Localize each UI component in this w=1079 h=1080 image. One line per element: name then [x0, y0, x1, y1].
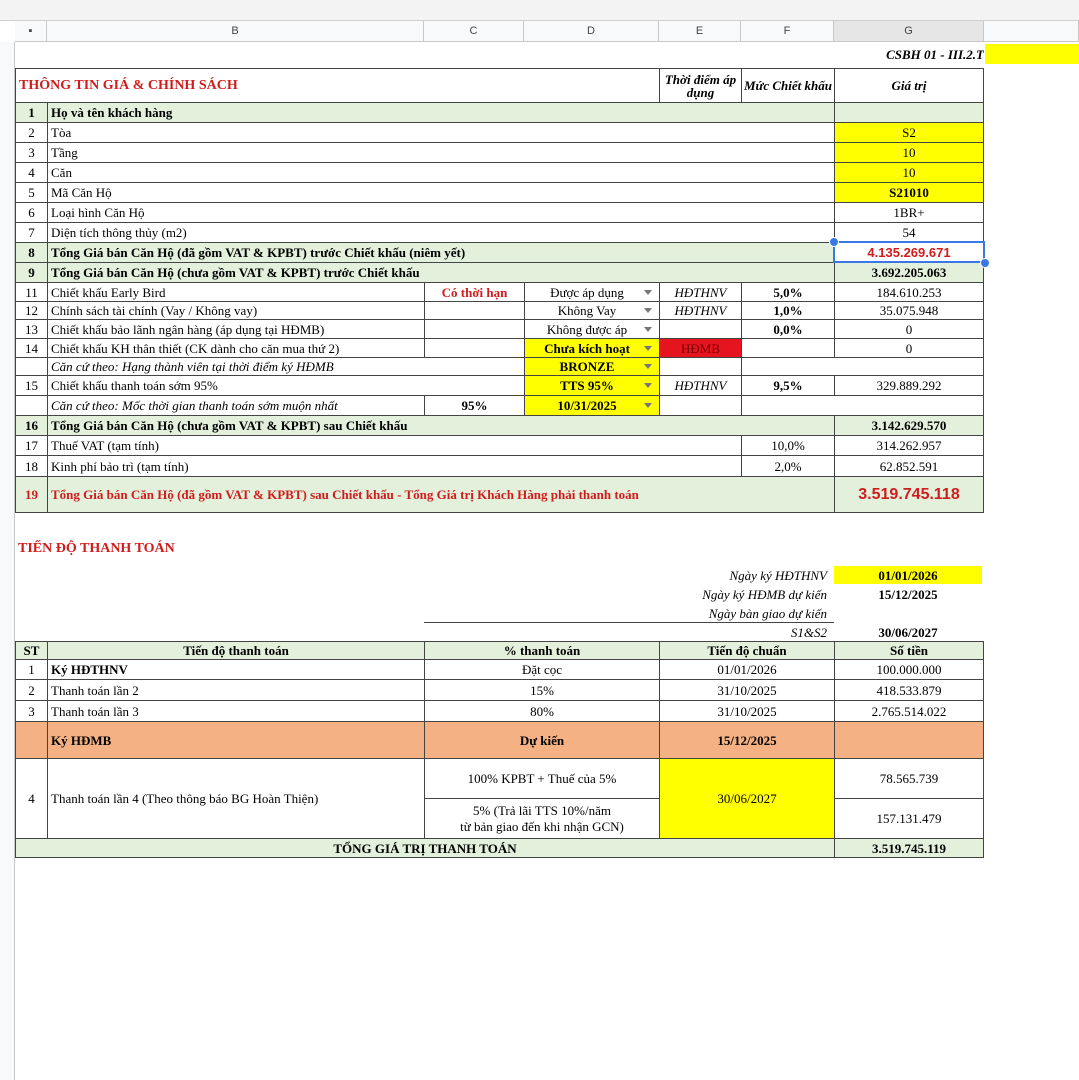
sign-hdmb-date[interactable]: 15/12/2025: [878, 586, 938, 602]
schedule-row-percent[interactable]: 80%: [424, 700, 660, 722]
grand-total-value[interactable]: 3.519.745.118: [834, 476, 984, 513]
time-cell: HĐTHNV: [659, 375, 742, 396]
schedule-header-stage: Tiến độ thanh toán: [47, 641, 425, 660]
early-payment-dropdown[interactable]: TTS 95%: [524, 375, 660, 396]
row-label: Loại hình Căn Hộ: [47, 202, 835, 223]
dropdown-arrow-icon[interactable]: [644, 327, 652, 332]
schedule-row-date[interactable]: 31/10/2025: [659, 679, 835, 701]
row-label: Họ và tên khách hàng: [47, 102, 835, 123]
percent-cell[interactable]: 95%: [424, 395, 525, 416]
row-label: Mã Căn Hộ: [47, 182, 835, 203]
schedule-row-label: Thanh toán lần 3: [47, 700, 425, 722]
time-cell: [659, 319, 742, 339]
time-limit-cell[interactable]: Có thời hạn: [424, 282, 525, 302]
row-label: Diện tích thông thủy (m2): [47, 222, 835, 243]
dropdown-arrow-icon[interactable]: [644, 308, 652, 313]
column-header-f[interactable]: F: [741, 21, 834, 42]
handover-sub: S1&S2: [790, 624, 827, 640]
value-cell[interactable]: 0: [834, 319, 984, 339]
row-label: Căn: [47, 162, 835, 183]
value-cell[interactable]: 184.610.253: [834, 282, 984, 302]
value-cell[interactable]: 54: [834, 222, 984, 243]
handover-date[interactable]: 30/06/2027: [878, 624, 938, 640]
row-label: Thuế VAT (tạm tính): [47, 435, 742, 456]
schedule-row-label: Thanh toán lần 2: [47, 679, 425, 701]
time-cell: HĐTHNV: [659, 282, 742, 302]
value-cell[interactable]: 1BR+: [834, 202, 984, 223]
hdmb-flag-cell: HĐMB: [659, 338, 742, 358]
row-no: 17: [15, 435, 48, 456]
hdmb-row-percent: Dự kiến: [424, 721, 660, 759]
row-no: [15, 395, 48, 416]
dropdown-arrow-icon[interactable]: [644, 364, 652, 369]
schedule-header-no: ST: [15, 641, 48, 660]
row-no: 18: [15, 455, 48, 477]
row-no: 16: [15, 415, 48, 436]
toolbar-strip: [0, 0, 1079, 21]
dropdown-arrow-icon[interactable]: [644, 383, 652, 388]
hdmb-row-label: Ký HĐMB: [47, 721, 425, 759]
empty-cell[interactable]: [424, 338, 525, 358]
percent-b-line1: 5% (Trả lãi TTS 10%/năm: [473, 803, 611, 818]
row-no: [15, 357, 48, 376]
schedule-row-no: 4: [15, 758, 48, 839]
rate-cell: 10,0%: [741, 435, 835, 456]
schedule-row-label: Ký HĐTHNV: [47, 659, 425, 680]
schedule-total-label: TỔNG GIÁ TRỊ THANH TOÁN: [15, 838, 835, 858]
column-header-h[interactable]: [984, 21, 1079, 42]
row-no: 11: [15, 282, 48, 302]
schedule-row-amount[interactable]: 2.765.514.022: [834, 700, 984, 722]
schedule-row-amount[interactable]: 418.533.879: [834, 679, 984, 701]
row-label: Tổng Giá bán Căn Hộ (chưa gồm VAT & KPBT) trước Chiết khấu: [47, 262, 835, 283]
time-cell: HĐTHNV: [659, 301, 742, 320]
row-label: Chiết khấu Early Bird: [47, 282, 425, 302]
row-label: Chiết khấu thanh toán sớm 95%: [47, 375, 525, 396]
column-header-b[interactable]: B: [47, 21, 424, 42]
row-no: 2: [15, 122, 48, 143]
row-no: 14: [15, 338, 48, 358]
sheet-code: CSBH 01 - III.2.T: [886, 46, 984, 62]
schedule-title: TIẾN ĐỘ THANH TOÁN: [18, 541, 175, 556]
col-header-time: Thời điểm áp dụng: [659, 68, 742, 103]
selection-handle-bottom[interactable]: [980, 258, 990, 268]
row-no: 8: [15, 242, 48, 263]
row-label: Tổng Giá bán Căn Hộ (chưa gồm VAT & KPBT) sau Chiết khấu: [47, 415, 835, 436]
column-header-e[interactable]: E: [659, 21, 741, 42]
dropdown-arrow-icon[interactable]: [644, 290, 652, 295]
schedule-total-value[interactable]: 3.519.745.119: [834, 838, 984, 858]
guarantee-dropdown[interactable]: Không được áp: [524, 319, 660, 339]
deadline-date-picker[interactable]: 10/31/2025: [524, 395, 660, 416]
schedule-row-no: 1: [15, 659, 48, 680]
membership-dropdown[interactable]: BRONZE: [524, 357, 660, 376]
column-header-d[interactable]: D: [524, 21, 659, 42]
row-no: 1: [15, 102, 48, 123]
sign-hdmb-label: Ngày ký HĐMB dự kiến: [702, 586, 827, 602]
row-label: Tổng Giá bán Căn Hộ (đã gồm VAT & KPBT) trước Chiết khấu (niêm yết): [47, 242, 835, 263]
schedule-row-no: 2: [15, 679, 48, 701]
spacer: [741, 357, 984, 376]
row-label: Kinh phí bảo trì (tạm tính): [47, 455, 742, 477]
schedule-row-no: 3: [15, 700, 48, 722]
empty-cell[interactable]: [424, 301, 525, 320]
schedule-row-percent[interactable]: 15%: [424, 679, 660, 701]
value-cell[interactable]: [834, 102, 984, 123]
row-no: 7: [15, 222, 48, 243]
time-cell: [659, 395, 742, 416]
time-cell: [659, 357, 742, 376]
row-no: 6: [15, 202, 48, 223]
rate-cell: 5,0%: [741, 282, 835, 302]
row-label: Tầng: [47, 142, 835, 163]
row-label: Tòa: [47, 122, 835, 143]
schedule-row-amount-a[interactable]: 78.565.739: [834, 758, 984, 799]
loan-dropdown[interactable]: Không Vay: [524, 301, 660, 320]
empty-cell[interactable]: [424, 319, 525, 339]
schedule-row-percent-b[interactable]: [424, 798, 660, 839]
schedule-row-amount-b[interactable]: 157.131.479: [834, 798, 984, 839]
hdmb-row-no: [15, 721, 48, 759]
row-no: 3: [15, 142, 48, 163]
row-label: Căn cứ theo: Hạng thành viên tại thời điểm ký HĐMB: [47, 357, 525, 376]
rate-cell: 1,0%: [741, 301, 835, 320]
column-header-c[interactable]: C: [424, 21, 524, 42]
apply-dropdown[interactable]: Được áp dụng: [524, 282, 660, 302]
row-label: Căn cứ theo: Mốc thời gian thanh toán sớm muộn nhất: [47, 395, 425, 416]
rate-cell: 9,5%: [741, 375, 835, 396]
grand-total-label: Tổng Giá bán Căn Hộ (đã gồm VAT & KPBT) sau Chiết khấu - Tổng Giá trị Khách Hàng phải thanh toán: [47, 476, 835, 513]
row-no: 5: [15, 182, 48, 203]
value-cell[interactable]: S2: [834, 122, 984, 143]
value-cell[interactable]: 3.692.205.063: [834, 262, 984, 283]
schedule-row-date[interactable]: 30/06/2027: [659, 758, 835, 839]
listed-price-value[interactable]: 4.135.269.671: [834, 242, 984, 263]
row-label: Chính sách tài chính (Vay / Không vay): [47, 301, 425, 320]
value-cell[interactable]: 0: [834, 338, 984, 358]
schedule-row-label: Thanh toán lần 4 (Theo thông báo BG Hoàn Thiện): [47, 758, 425, 839]
row-no: 13: [15, 319, 48, 339]
selection-handle-top[interactable]: [829, 237, 839, 247]
schedule-row-date[interactable]: 01/01/2026: [659, 659, 835, 680]
rate-cell: 0,0%: [741, 319, 835, 339]
handover-label: Ngày bàn giao dự kiến: [708, 605, 827, 621]
column-header-g[interactable]: G: [834, 21, 984, 42]
row-no: 15: [15, 375, 48, 396]
schedule-header-percent: % thanh toán: [424, 641, 660, 660]
spacer: [741, 395, 984, 416]
value-cell[interactable]: 62.852.591: [834, 455, 984, 477]
value-cell[interactable]: S21010: [834, 182, 984, 203]
loyalty-dropdown[interactable]: Chưa kích hoạt: [524, 338, 660, 358]
row-label: Chiết khấu KH thân thiết (CK dành cho căn mua thứ 2): [47, 338, 425, 358]
value-cell[interactable]: 10: [834, 162, 984, 183]
sheet-code-overflow: [985, 44, 1079, 64]
cell-selection[interactable]: [833, 241, 985, 263]
dropdown-arrow-icon[interactable]: [644, 403, 652, 408]
sign-hdthnv-label: Ngày ký HĐTHNV: [729, 567, 827, 583]
hdmb-row-date[interactable]: 15/12/2025: [659, 721, 835, 759]
schedule-row-amount[interactable]: 100.000.000: [834, 659, 984, 680]
value-cell[interactable]: 314.262.957: [834, 435, 984, 456]
col-header-value: Giá trị: [834, 68, 984, 103]
price-section-title: THÔNG TIN GIÁ & CHÍNH SÁCH: [15, 68, 660, 103]
select-all-corner[interactable]: ▪: [15, 21, 47, 42]
sign-hdthnv-date[interactable]: 01/01/2026: [834, 566, 982, 584]
schedule-header-amount: Số tiền: [834, 641, 984, 660]
row-no: 4: [15, 162, 48, 183]
row-label: Chiết khấu bảo lãnh ngân hàng (áp dụng tại HĐMB): [47, 319, 425, 339]
value-cell[interactable]: 10: [834, 142, 984, 163]
row-no: 9: [15, 262, 48, 283]
percent-b-line2: từ bản giao đến khi nhận GCN): [460, 819, 624, 834]
rate-cell: [741, 338, 835, 358]
row-no: 12: [15, 301, 48, 320]
rate-cell: 2,0%: [741, 455, 835, 477]
schedule-row-date[interactable]: 31/10/2025: [659, 700, 835, 722]
schedule-row-percent[interactable]: Đặt cọc: [424, 659, 660, 680]
schedule-header-date: Tiến độ chuẩn: [659, 641, 835, 660]
row-gutter[interactable]: [0, 42, 15, 1080]
row-no: 19: [15, 476, 48, 513]
col-header-rate: Mức Chiết khấu: [741, 68, 835, 103]
value-cell[interactable]: 329.889.292: [834, 375, 984, 396]
value-cell[interactable]: 35.075.948: [834, 301, 984, 320]
dropdown-arrow-icon[interactable]: [644, 346, 652, 351]
schedule-row-percent-a[interactable]: 100% KPBT + Thuế của 5%: [424, 758, 660, 799]
hdmb-row-amount: [834, 721, 984, 759]
value-cell[interactable]: 3.142.629.570: [834, 415, 984, 436]
